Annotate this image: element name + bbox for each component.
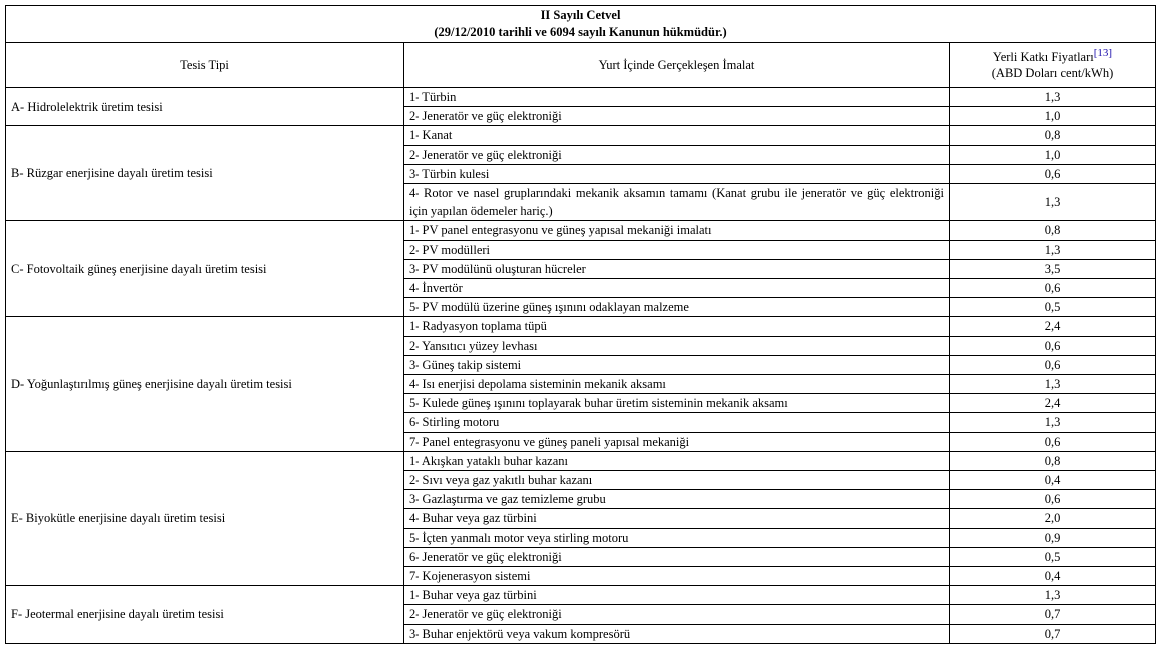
table-row [6,451,1156,470]
header-tesis-tipi: Tesis Tipi [6,43,404,88]
price-value-cell: 0,6 [950,279,1156,298]
header-row [6,43,1156,88]
manufacturing-item-cell: 1- Radyasyon toplama tüpü [404,317,950,336]
price-value-cell: 0,6 [950,432,1156,451]
price-value-cell: 2,4 [950,394,1156,413]
table-row [6,586,1156,605]
table-row [6,126,1156,145]
cetvel-table [5,5,1156,644]
footnote-link[interactable]: [13] [1093,46,1113,59]
price-value-cell: 1,0 [950,107,1156,126]
facility-type-cell: E- Biyokütle enerjisine dayalı üretim tesisi [6,451,404,585]
manufacturing-item-cell: 6- Stirling motoru [404,413,950,432]
table-row [6,317,1156,336]
facility-type-cell: F- Jeotermal enerjisine dayalı üretim tesisi [6,586,404,644]
manufacturing-item-cell: 1- Akışkan yataklı buhar kazanı [404,451,950,470]
header-fiyat [950,43,1156,88]
price-value-cell: 1,3 [950,88,1156,107]
manufacturing-item-cell: 6- Jeneratör ve güç elektroniği [404,547,950,566]
manufacturing-item-cell: 2- Jeneratör ve güç elektroniği [404,145,950,164]
price-value-cell: 0,6 [950,164,1156,183]
price-value-cell: 0,6 [950,336,1156,355]
facility-type-cell: A- Hidrolelektrik üretim tesisi [6,88,404,126]
manufacturing-item-cell: 7- Panel entegrasyonu ve güneş paneli yapısal mekaniği [404,432,950,451]
manufacturing-item-cell: 2- PV modülleri [404,240,950,259]
price-value-cell: 1,3 [950,240,1156,259]
manufacturing-item-cell: 4- Rotor ve nasel gruplarındaki mekanik aksamın tamamı (Kanat grubu ile jeneratör ve güç elektroniği için yapılan ödemeler hariç.) [404,184,950,221]
table-row [6,88,1156,107]
header-fiyat-line1: Yerli Katkı Fiyatları [992,50,1094,64]
price-value-cell: 1,0 [950,145,1156,164]
manufacturing-item-cell: 1- Türbin [404,88,950,107]
title-row [6,6,1156,43]
manufacturing-item-cell: 1- Kanat [404,126,950,145]
manufacturing-item-cell: 1- PV panel entegrasyonu ve güneş yapısal mekaniği imalatı [404,221,950,240]
price-value-cell: 2,0 [950,509,1156,528]
header-imalat: Yurt İçinde Gerçekleşen İmalat [404,43,950,88]
manufacturing-item-cell: 4- Isı enerjisi depolama sisteminin mekanik aksamı [404,375,950,394]
table-container [5,5,1155,644]
manufacturing-item-cell: 2- Sıvı veya gaz yakıtlı buhar kazanı [404,471,950,490]
manufacturing-item-cell: 4- Buhar veya gaz türbini [404,509,950,528]
facility-type-cell: B- Rüzgar enerjisine dayalı üretim tesisi [6,126,404,221]
manufacturing-item-cell: 3- Türbin kulesi [404,164,950,183]
price-value-cell: 0,8 [950,451,1156,470]
manufacturing-item-cell: 1- Buhar veya gaz türbini [404,586,950,605]
price-value-cell: 0,4 [950,471,1156,490]
manufacturing-item-cell: 5- PV modülü üzerine güneş ışınını odaklayan malzeme [404,298,950,317]
manufacturing-item-cell: 3- Gazlaştırma ve gaz temizleme grubu [404,490,950,509]
price-value-cell: 0,5 [950,547,1156,566]
price-value-cell: 0,9 [950,528,1156,547]
price-value-cell: 0,4 [950,567,1156,586]
facility-type-cell: D- Yoğunlaştırılmış güneş enerjisine dayalı üretim tesisi [6,317,404,451]
price-value-cell: 1,3 [950,375,1156,394]
facility-type-cell: C- Fotovoltaik güneş enerjisine dayalı üretim tesisi [6,221,404,317]
price-value-cell: 1,3 [950,184,1156,221]
price-value-cell: 2,4 [950,317,1156,336]
manufacturing-item-cell: 5- İçten yanmalı motor veya stirling motoru [404,528,950,547]
price-value-cell: 0,5 [950,298,1156,317]
manufacturing-item-cell: 2- Yansıtıcı yüzey levhası [404,336,950,355]
manufacturing-item-cell: 3- PV modülünü oluşturan hücreler [404,259,950,278]
manufacturing-item-cell: 2- Jeneratör ve güç elektroniği [404,107,950,126]
manufacturing-item-cell: 5- Kulede güneş ışınını toplayarak buhar üretim sisteminin mekanik aksamı [404,394,950,413]
price-value-cell: 0,7 [950,624,1156,643]
manufacturing-item-cell: 3- Buhar enjektörü veya vakum kompresörü [404,624,950,643]
price-value-cell: 1,3 [950,586,1156,605]
price-value-cell: 1,3 [950,413,1156,432]
header-fiyat-line2: (ABD Doları cent/kWh) [991,66,1114,80]
manufacturing-item-cell: 2- Jeneratör ve güç elektroniği [404,605,950,624]
title-line-2: (29/12/2010 tarihli ve 6094 sayılı Kanunun hükmüdür.) [434,25,727,39]
price-value-cell: 0,7 [950,605,1156,624]
title-line-1: II Sayılı Cetvel [540,8,621,22]
price-value-cell: 0,8 [950,221,1156,240]
price-value-cell: 0,6 [950,355,1156,374]
manufacturing-item-cell: 3- Güneş takip sistemi [404,355,950,374]
table-title [6,6,1156,43]
price-value-cell: 0,6 [950,490,1156,509]
table-row [6,221,1156,240]
price-value-cell: 0,8 [950,126,1156,145]
table-body [6,88,1156,644]
manufacturing-item-cell: 4- İnvertör [404,279,950,298]
price-value-cell: 3,5 [950,259,1156,278]
manufacturing-item-cell: 7- Kojenerasyon sistemi [404,567,950,586]
